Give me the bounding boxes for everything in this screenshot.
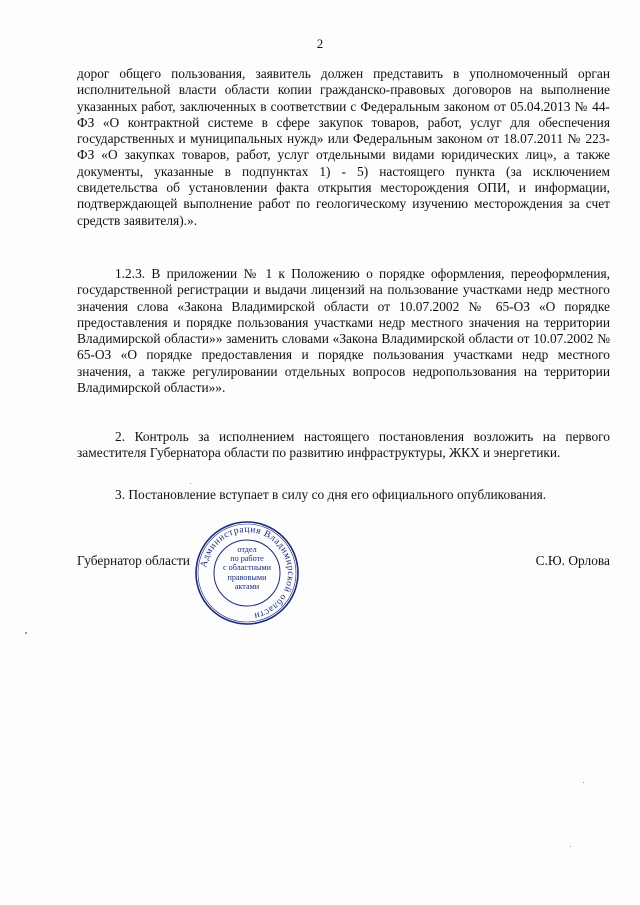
paragraph-text: 1.2.3. В приложении № 1 к Положению о порядке оформления, переоформления, государственной регистрации и выдачи лицензий на пользование участками недр местного значения слова «Закона Владимирской области от 10.07.2002 № 65-ОЗ «О порядке предоставления и порядке пользования участками недр местного значения на территории Владимирской области»» заменить словами «Закона Владимирской области от 10.07.2002 № 65-ОЗ «О порядке предоставления и порядке пользования участками недр местного значения, а также регулировании отдельных вопросов недропользования на территории Владимирской области»». xyxy=(77,266,610,396)
scan-speck xyxy=(583,782,584,783)
scan-speck xyxy=(25,632,27,634)
stamp-ring-text: Администрация Владимирской области xyxy=(199,524,296,621)
signatory-name: С.Ю. Орлова xyxy=(535,553,610,568)
paragraph-item-2 xyxy=(77,429,610,462)
signatory-position: Губернатор области xyxy=(77,553,190,568)
paragraph-item-1-2-3 xyxy=(77,266,610,396)
scan-speck xyxy=(570,846,571,847)
stamp-center-text: отдел по работе с областными правовыми актами xyxy=(222,545,272,591)
scan-speck xyxy=(190,483,191,484)
paragraph-continuation xyxy=(77,66,610,229)
paragraph-text: дорог общего пользования, заявитель должен представить в уполномоченный орган исполнительной власти области копии гражданско-правовых договоров на выполнение указанных работ, заключенных в соответствии с Федеральным законом от 05.04.2013 № 44-ФЗ «О контрактной системе в сфере закупок товаров, работ, услуг для обеспечения государственных и муниципальных нужд» или Федеральным законом от 18.07.2011 № 223-ФЗ «О закупках товаров, работ, услуг отдельными видами юридических лиц», а также документы, указанные в подпунктах 1) - 5) настоящего пункта (за исключением свидетельства об установлении факта открытия месторождения ОПИ, и информации, подтверждающей выполнение работ по геологическому изучению месторождения за счет средств заявителя).». xyxy=(77,66,610,228)
paragraph-item-3 xyxy=(77,487,610,503)
official-stamp xyxy=(193,519,301,627)
paragraph-text: 3. Постановление вступает в силу со дня его официального опубликования. xyxy=(115,487,547,502)
paragraph-text: 2. Контроль за исполнением настоящего постановления возложить на первого заместителя Губернатора области по развитию инфраструктуры, ЖКХ и энергетики. xyxy=(77,429,610,461)
page-number: 2 xyxy=(316,36,324,51)
